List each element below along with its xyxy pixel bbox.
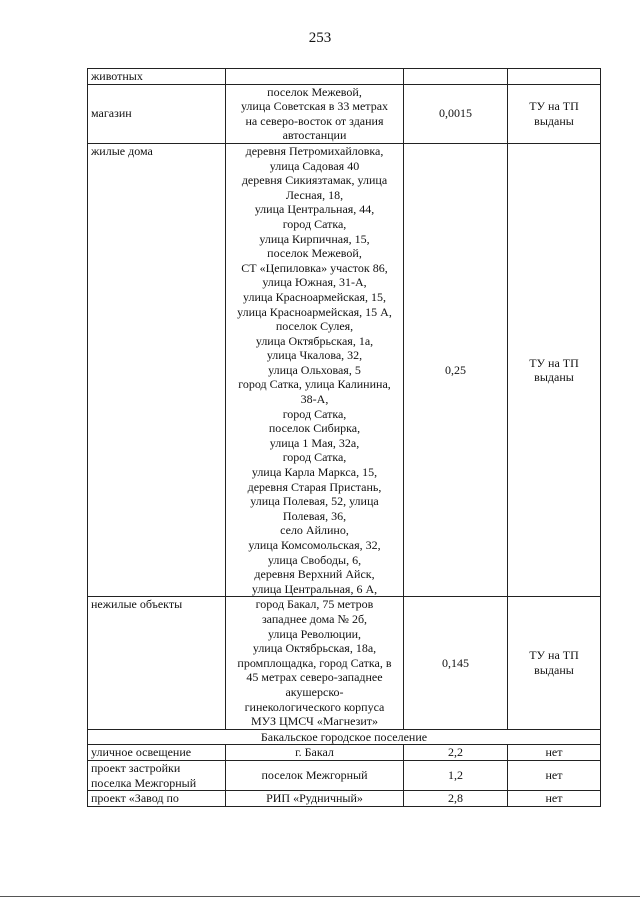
object-cell: жилые дома xyxy=(88,143,226,596)
object-cell: животных xyxy=(88,69,226,85)
object-cell: нежилые объекты xyxy=(88,597,226,729)
address-line: гинекологического корпуса xyxy=(244,699,385,714)
address-line: город Сатка, xyxy=(282,450,347,465)
address-line: деревня Сикиязтамак, улица xyxy=(241,173,388,188)
bottom-rule xyxy=(0,896,640,897)
address-line: город Сатка, xyxy=(282,216,347,231)
object-cell xyxy=(88,745,226,761)
table-row xyxy=(88,760,601,790)
object-cell: магазин xyxy=(88,84,226,143)
address-line: акушерско- xyxy=(285,684,344,699)
address-line: улица Красноармейская, 15 А, xyxy=(237,304,392,319)
address-line: село Айлино, xyxy=(280,523,349,538)
address-line: город Сатка, xyxy=(282,406,347,421)
status-cell xyxy=(508,597,601,729)
address-line: улица Комсомольская, 32, xyxy=(248,538,381,552)
address-cell: РИП «Рудничный» xyxy=(226,791,404,807)
object-cell xyxy=(88,791,226,807)
address-line: улица Ольховая, 5 xyxy=(268,362,361,377)
status-line: выданы xyxy=(534,370,574,385)
address-line: город Сатка, улица Калинина, xyxy=(238,377,391,392)
address-line: деревня Верхний Айск, xyxy=(254,567,375,582)
object-line: проект «Завод по xyxy=(91,791,179,806)
value-cell: 0,0015 xyxy=(404,84,508,143)
address-line: на северо-восток от здания xyxy=(245,113,384,128)
address-line: улица Полевая, 52, улица xyxy=(250,494,379,509)
address-line: город Бакал, 75 метров xyxy=(255,597,374,612)
value-cell: 2,2 xyxy=(404,745,508,761)
status-cell xyxy=(508,69,601,85)
address-line: улица Октябрьская, 18а, xyxy=(252,641,377,656)
address-line: автостанции xyxy=(282,128,347,143)
address-line: СТ «Цепиловка» участок 86, xyxy=(241,260,388,275)
address-line: 45 метрах северо-западнее xyxy=(246,670,383,685)
address-line: улица Южная, 31-А, xyxy=(262,275,367,290)
value-cell: 2,8 xyxy=(404,791,508,807)
value-cell: 0,25 xyxy=(404,143,508,596)
table-row xyxy=(88,745,601,761)
address-cell: г. Бакал xyxy=(226,745,404,761)
section-row xyxy=(88,729,601,745)
address-line: улица Советская в 33 метрах xyxy=(240,99,389,114)
table-row xyxy=(88,597,601,729)
address-line: 38-А, xyxy=(300,392,329,407)
status-cell xyxy=(508,84,601,143)
address-line: поселок Сибирка, xyxy=(268,421,361,436)
page-number: 253 xyxy=(308,30,332,46)
address-cell xyxy=(226,597,404,729)
status-line: ТУ на ТП xyxy=(529,648,579,663)
status-cell: нет xyxy=(508,760,601,790)
address-line: улица Карла Маркса, 15, xyxy=(251,465,378,480)
address-line: поселок Межевой, xyxy=(267,246,362,261)
value-cell: 0,145 xyxy=(404,597,508,729)
address-cell xyxy=(226,143,404,596)
address-line: улица Центральная, 6 А, xyxy=(251,581,378,596)
address-line: поселок Межевой, xyxy=(267,84,362,99)
section-title: Бакальское городское поселение xyxy=(88,729,601,745)
object-line: уличное освещение xyxy=(91,745,192,760)
address-line: улица Красноармейская, 15, xyxy=(242,289,386,304)
address-line: улица Кирпичная, 15, xyxy=(259,231,370,246)
status-line: ТУ на ТП xyxy=(529,355,579,370)
value-cell: 1,2 xyxy=(404,760,508,790)
status-cell: нет xyxy=(508,791,601,807)
address-cell: поселок Межгорный xyxy=(226,760,404,790)
address-line: улица Октябрьская, 1а, xyxy=(255,333,374,348)
table-row xyxy=(88,69,601,85)
address-line: улица Центральная, 44, xyxy=(254,202,375,217)
address-line: деревня Петромихайловка, xyxy=(245,143,384,158)
status-line: выданы xyxy=(534,113,574,128)
object-line: проект застройки xyxy=(91,760,181,775)
address-line: улица Революции, xyxy=(267,626,362,641)
status-cell: нет xyxy=(508,745,601,761)
table-row xyxy=(88,143,601,596)
object-cell xyxy=(88,760,226,790)
status-line: выданы xyxy=(534,663,574,678)
address-line: улица Чкалова, 32, xyxy=(266,348,363,363)
address-cell xyxy=(226,84,404,143)
document-table xyxy=(87,68,601,807)
table-row xyxy=(88,791,601,807)
address-line: МУЗ ЦМСЧ «Магнезит» xyxy=(250,714,379,729)
address-line: Полевая, 36, xyxy=(282,508,347,523)
address-line: западнее дома № 2б, xyxy=(261,611,368,626)
table-body xyxy=(88,69,601,807)
address-line: улица Свободы, 6, xyxy=(267,552,362,567)
table-row xyxy=(88,84,601,143)
address-line: улица 1 Мая, 32а, xyxy=(269,435,360,450)
status-cell xyxy=(508,143,601,596)
address-cell xyxy=(226,69,404,85)
object-line: поселка Межгорный xyxy=(91,775,197,790)
address-line: промплощадка, город Сатка, в xyxy=(237,655,392,670)
address-line: Лесная, 18, xyxy=(285,187,344,202)
address-line: деревня Старая Пристань, xyxy=(247,479,382,494)
address-line: улица Садовая 40 xyxy=(269,158,360,173)
value-cell xyxy=(404,69,508,85)
status-line: ТУ на ТП xyxy=(529,99,579,114)
address-line: поселок Сулея, xyxy=(275,319,354,334)
